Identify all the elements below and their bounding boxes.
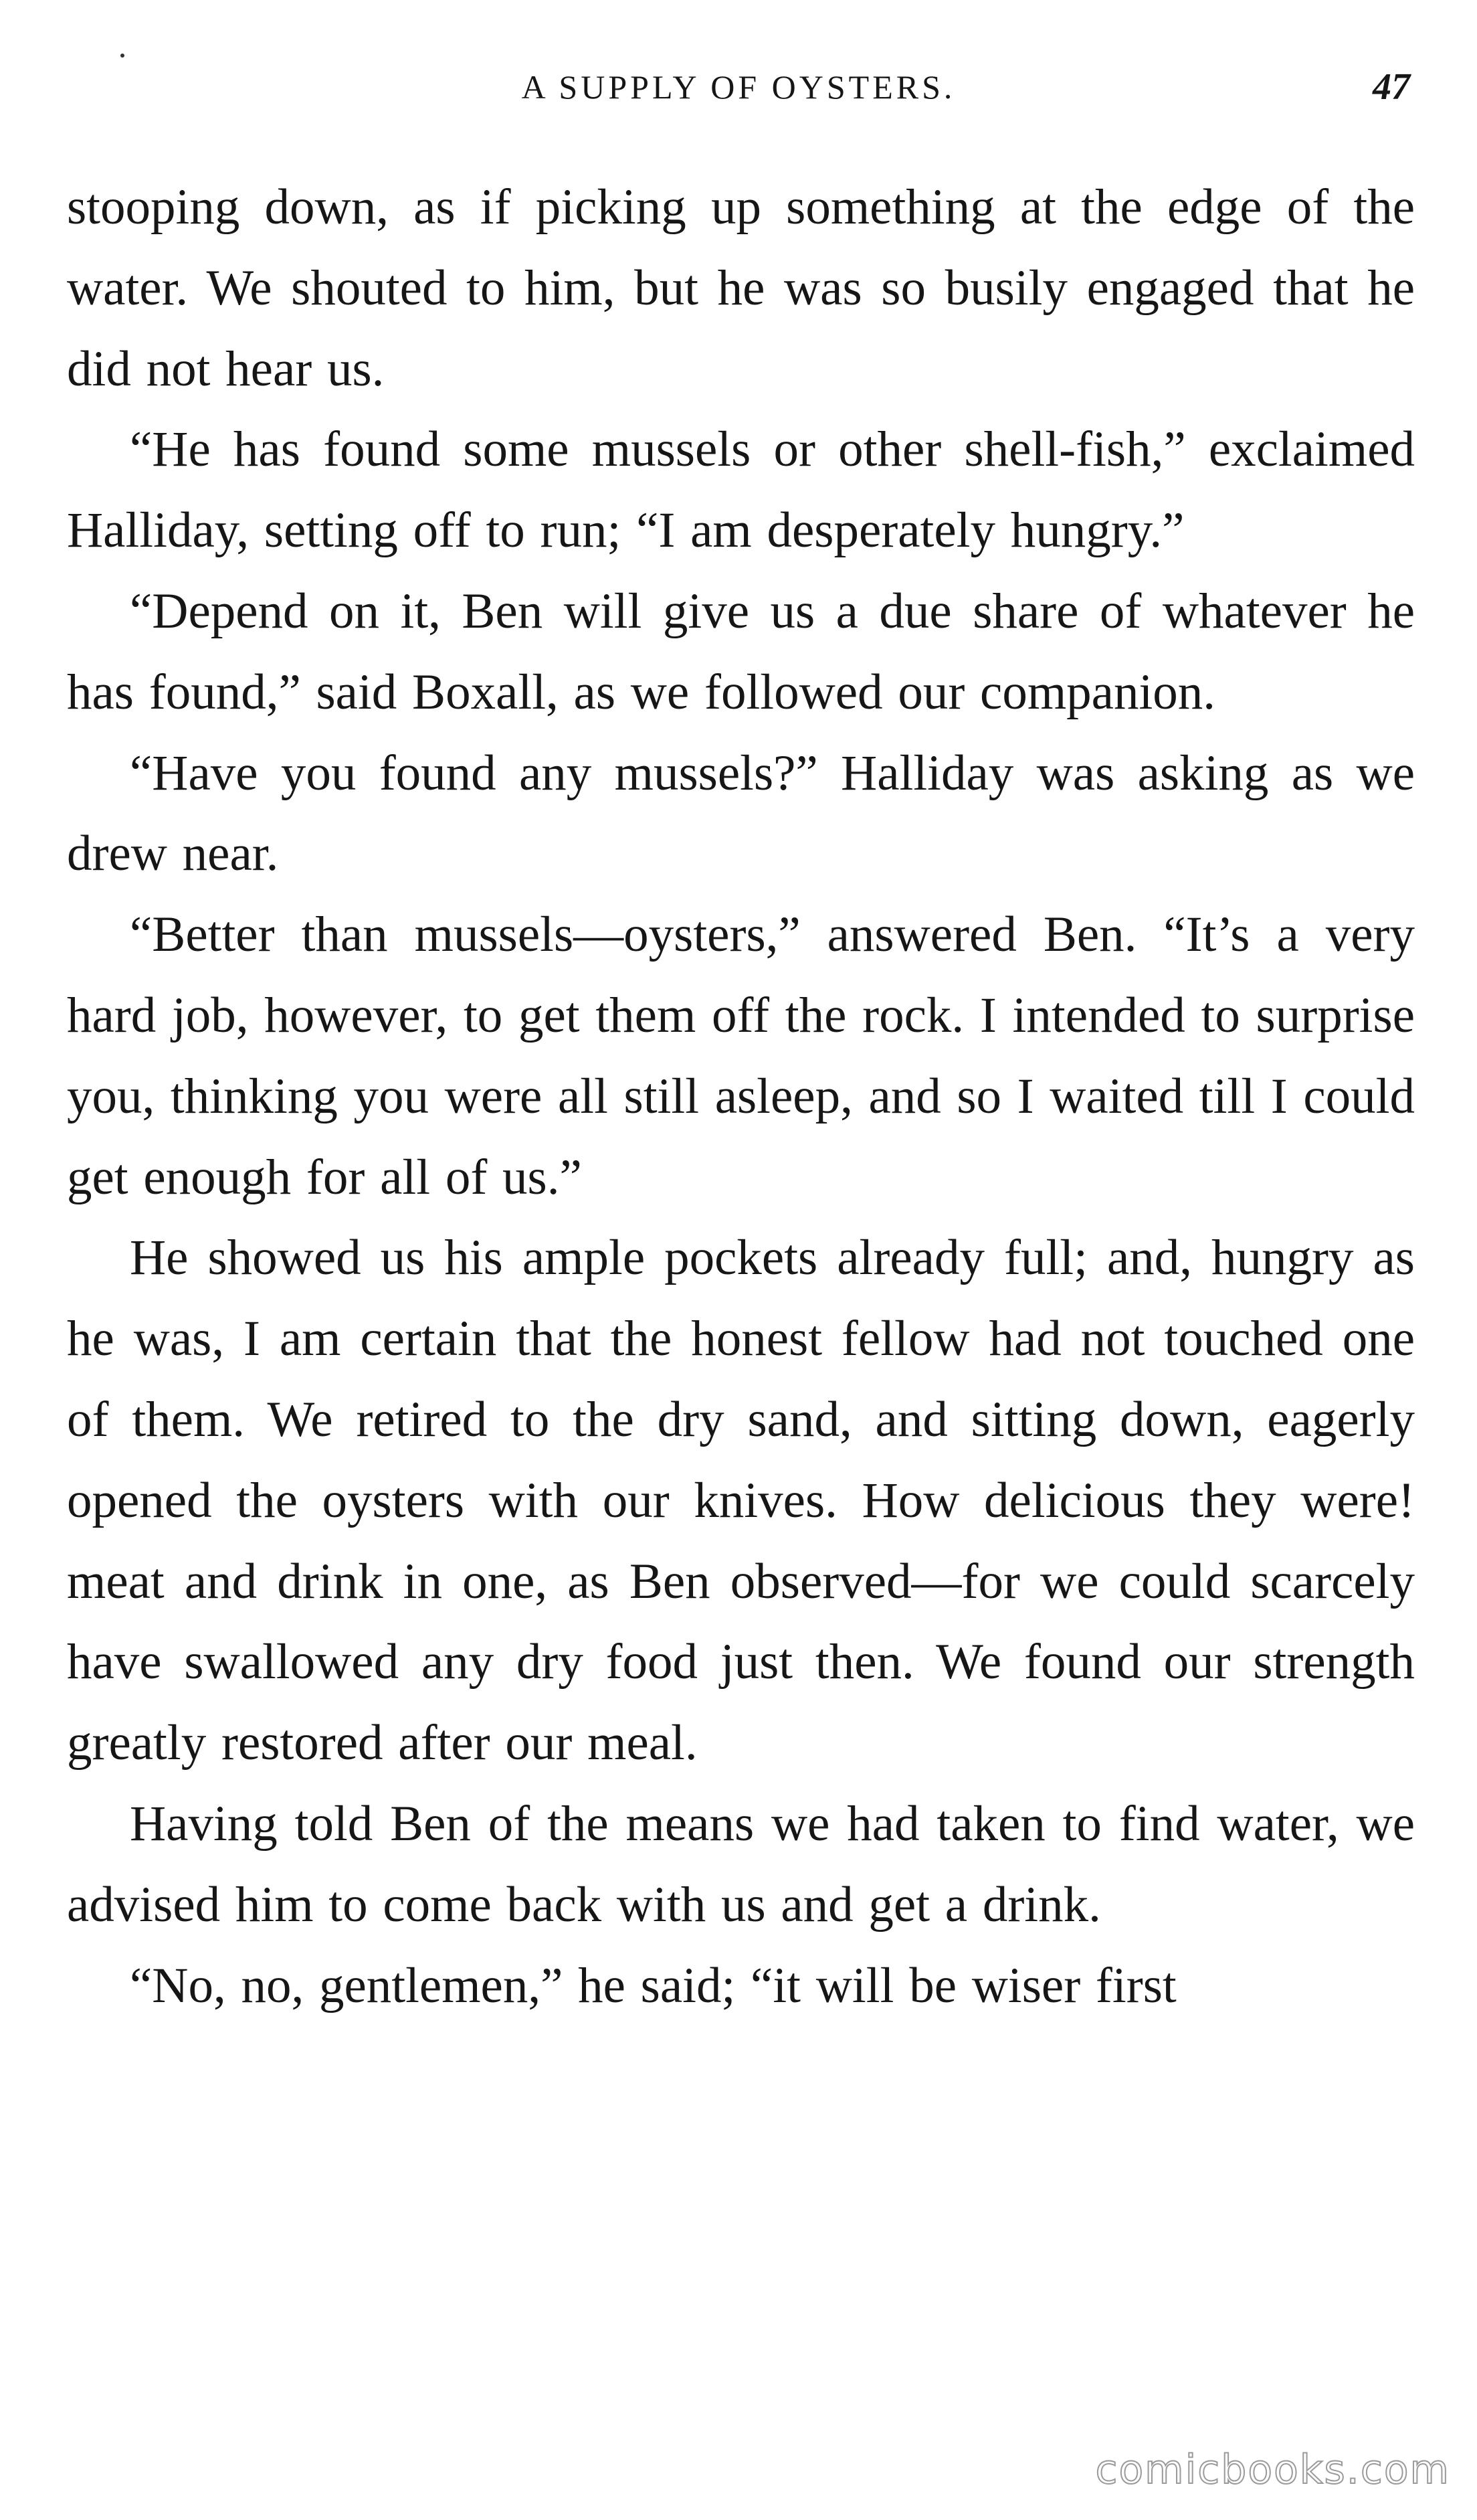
paragraph: stooping down, as if picking up something at the edge of the water. We shouted to him, but he was so busily engaged that he did not hear us. bbox=[67, 179, 1415, 397]
paragraph: He showed us his ample pockets already full; and, hungry as he was, I am certain that the honest fellow had not touched one of them. We retired to the dry sand, and sitting down, eagerly opened the oysters with our knives. How delicious they were! meat and drink in one, as Ben observed—for we could scarcely have swallowed any dry food just then. We found our strength greatly restored after our meal. bbox=[67, 1230, 1415, 1771]
paragraph: “He has found some mussels or other shell-fish,” exclaimed Halliday, setting off to run; “I am desperately hungry.” bbox=[67, 422, 1415, 559]
page-header bbox=[67, 60, 1410, 114]
page-number: 47 bbox=[1373, 66, 1410, 108]
paragraph: “No, no, gentlemen,” he said; “it will be wiser first bbox=[130, 1957, 1177, 2013]
watermark: comicbooks.com bbox=[1095, 2446, 1450, 2493]
paragraph: Having told Ben of the means we had taken to find water, we advised him to come back with us and get a drink. bbox=[67, 1795, 1415, 1932]
body-text bbox=[67, 167, 1415, 2026]
running-title: A SUPPLY OF OYSTERS. bbox=[521, 68, 956, 106]
ink-speck bbox=[120, 54, 124, 58]
paragraph: “Better than mussels—oysters,” answered Ben. “It’s a very hard job, however, to get them off the rock. I intended to surprise you, thinking you were all still asleep, and so I waited till I could get enough for all of us.” bbox=[67, 907, 1415, 1205]
paragraph: “Depend on it, Ben will give us a due share of whatever he has found,” said Boxall, as we followed our companion. bbox=[67, 583, 1415, 720]
paragraph: “Have you found any mussels?” Halliday was asking as we drew near. bbox=[67, 745, 1415, 882]
